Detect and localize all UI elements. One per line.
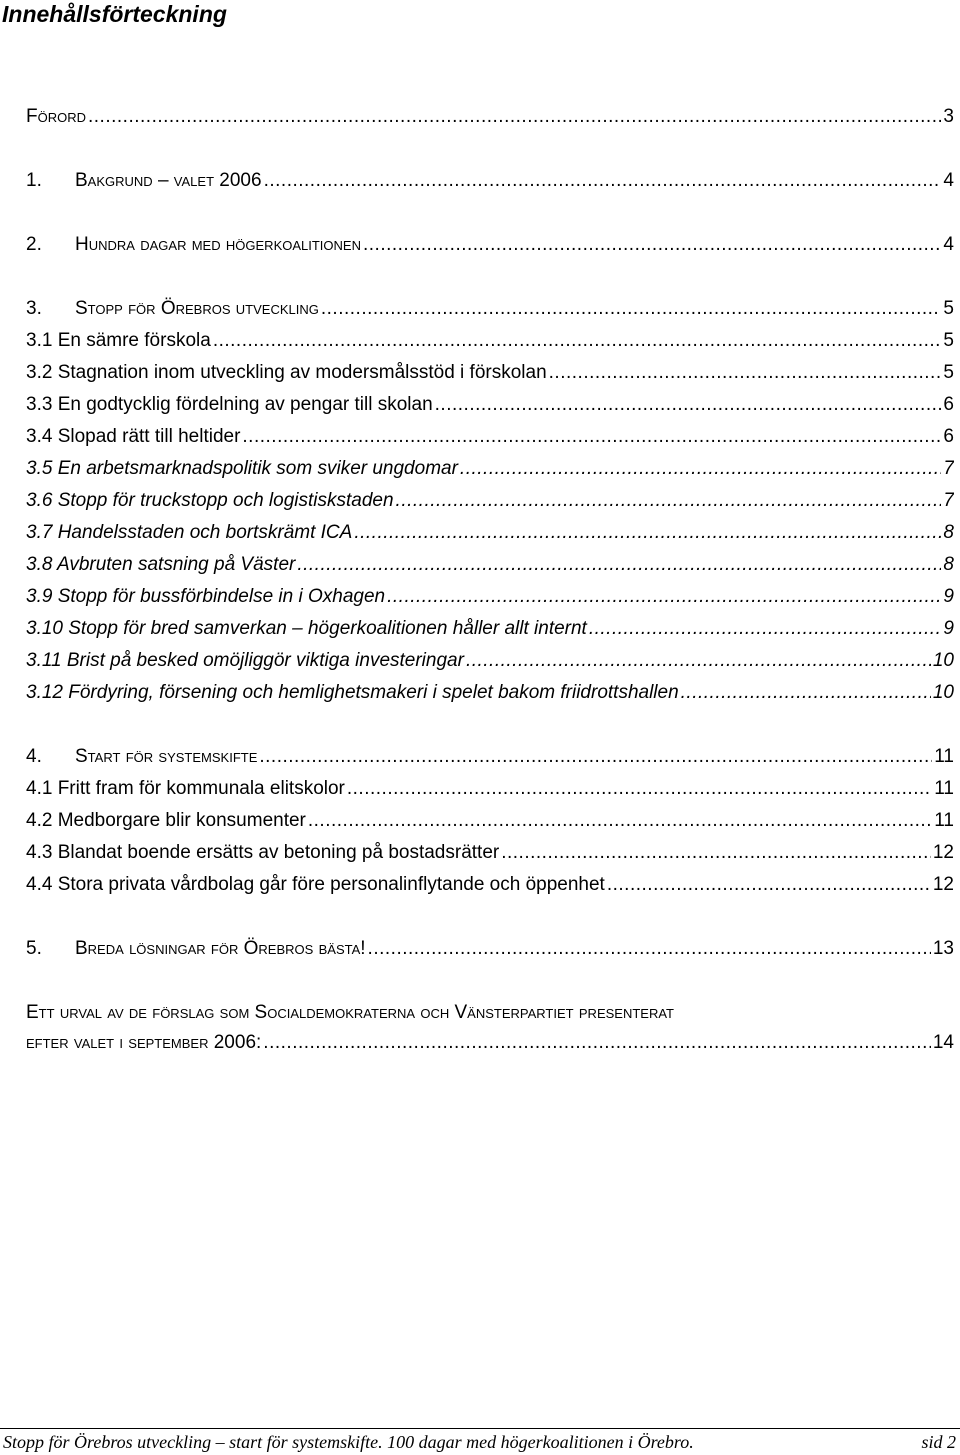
toc-page-number: 3 <box>943 106 954 127</box>
toc-page-number: 11 <box>934 778 954 799</box>
dot-leader <box>681 680 931 706</box>
toc-entry-4-4[interactable] <box>26 872 954 898</box>
toc-entry-section-2[interactable] <box>26 232 954 258</box>
toc-label: Förord <box>26 106 86 127</box>
toc-page-number: 13 <box>932 938 954 959</box>
dot-leader <box>460 456 942 482</box>
toc-page-number: 5 <box>943 298 954 319</box>
toc-page-number: 6 <box>943 394 954 415</box>
toc-label: 4.2 Medborgare blir konsumenter <box>26 810 306 831</box>
toc-number: 4. <box>26 746 42 767</box>
dot-leader <box>396 488 942 514</box>
dot-leader <box>264 168 942 194</box>
toc-entry-3-7[interactable] <box>26 520 954 546</box>
toc-label: 3.7 Handelsstaden och bortskrämt ICA <box>26 522 353 543</box>
toc-label-line2: efter valet i september 2006: <box>26 1032 262 1053</box>
dot-leader <box>589 616 942 642</box>
toc-label-line1: Ett urval av de förslag som Socialdemokraterna och Vänsterpartiet presenterat <box>26 1002 674 1023</box>
dot-leader <box>242 424 941 450</box>
toc-label: Breda lösningar för Örebros bästa! <box>75 938 366 959</box>
toc-label: 3.2 Stagnation inom utveckling av modersmålsstöd i förskolan <box>26 362 547 383</box>
toc-page-number: 7 <box>943 458 954 479</box>
toc-label: 3.5 En arbetsmarknadspolitik som sviker ungdomar <box>26 458 458 479</box>
toc-entry-section-3[interactable] <box>26 296 954 322</box>
toc-entry-3-1[interactable] <box>26 328 954 354</box>
toc-page-number: 12 <box>932 874 954 895</box>
dot-leader <box>549 360 942 386</box>
toc-entry-3-11[interactable] <box>26 648 954 674</box>
toc-entry-3-4[interactable] <box>26 424 954 450</box>
toc-entry-3-8[interactable] <box>26 552 954 578</box>
toc-page-number: 5 <box>943 362 954 383</box>
toc-label: Start för systemskifte <box>75 746 258 767</box>
dot-leader <box>435 392 942 418</box>
page-title: Innehållsförteckning <box>2 1 227 27</box>
toc-entry-4-1[interactable] <box>26 776 954 802</box>
toc-label: Bakgrund – valet 2006 <box>75 170 262 191</box>
toc-entry-3-12[interactable] <box>26 680 954 706</box>
dot-leader <box>387 584 941 610</box>
toc-page-number: 4 <box>943 170 954 191</box>
toc-page-number: 11 <box>934 746 954 767</box>
toc-label: 3.1 En sämre förskola <box>26 330 211 351</box>
toc-page-number: 11 <box>934 810 954 831</box>
toc-page-number: 6 <box>943 426 954 447</box>
toc-entry-3-10[interactable] <box>26 616 954 642</box>
toc-page-number: 8 <box>943 554 954 575</box>
dot-leader <box>501 840 931 866</box>
toc-label: 3.12 Fördyring, försening och hemlighetsmakeri i spelet bakom friidrottshallen <box>26 682 679 703</box>
toc-number: 3. <box>26 298 42 319</box>
toc-page-number: 7 <box>943 490 954 511</box>
toc-number: 2. <box>26 234 42 255</box>
dot-leader <box>607 872 931 898</box>
toc-entry-foretal[interactable] <box>26 104 954 130</box>
toc-label: 4.4 Stora privata vårdbolag går före personalinflytande och öppenhet <box>26 874 605 895</box>
toc-entry-3-2[interactable] <box>26 360 954 386</box>
toc-label-line2-row <box>26 1028 954 1058</box>
toc-label: 4.1 Fritt fram för kommunala elitskolor <box>26 778 345 799</box>
toc-page-number: 9 <box>943 586 954 607</box>
dot-leader <box>466 648 931 674</box>
toc-entry-section-1[interactable] <box>26 168 954 194</box>
toc-entry-section-4[interactable] <box>26 744 954 770</box>
toc-entry-3-5[interactable] <box>26 456 954 482</box>
toc-entry-section-5[interactable] <box>26 936 954 962</box>
dot-leader <box>321 296 942 322</box>
toc-label: 3.9 Stopp för bussförbindelse in i Oxhagen <box>26 586 386 607</box>
footer-text: Stopp för Örebros utveckling – start för systemskifte. 100 dagar med högerkoalitionen i Örebro. <box>3 1432 694 1452</box>
dot-leader <box>213 328 942 354</box>
toc-page-number: 14 <box>932 1032 954 1053</box>
dot-leader <box>259 744 932 770</box>
toc-label: Stopp för Örebros utveckling <box>75 298 319 319</box>
toc-entry-4-2[interactable] <box>26 808 954 834</box>
page-footer <box>0 1428 960 1455</box>
toc-page-number: 5 <box>943 330 954 351</box>
toc-page-number: 8 <box>943 522 954 543</box>
toc-entry-4-3[interactable] <box>26 840 954 866</box>
toc-number: 5. <box>26 938 42 959</box>
toc-label: 3.8 Avbruten satsning på Väster <box>26 554 296 575</box>
toc-page-number: 10 <box>932 682 954 703</box>
dot-leader <box>368 936 931 962</box>
dot-leader <box>263 1028 931 1058</box>
dot-leader <box>354 520 941 546</box>
toc-entry-3-6[interactable] <box>26 488 954 514</box>
toc-page-number: 10 <box>932 650 954 671</box>
toc-page-number: 12 <box>932 842 954 863</box>
toc-entry-3-9[interactable] <box>26 584 954 610</box>
dot-leader <box>347 776 932 802</box>
toc-label: 4.3 Blandat boende ersätts av betoning på bostadsrätter <box>26 842 500 863</box>
toc-page-number: 9 <box>943 618 954 639</box>
dot-leader <box>297 552 941 578</box>
dot-leader <box>308 808 932 834</box>
dot-leader <box>363 232 941 258</box>
toc-label: 3.3 En godtycklig fördelning av pengar till skolan <box>26 394 433 415</box>
toc-number: 1. <box>26 170 42 191</box>
toc-label: 3.11 Brist på besked omöjliggör viktiga investeringar <box>26 650 464 671</box>
toc-label: Hundra dagar med högerkoalitionen <box>75 234 361 255</box>
toc-label: 3.4 Slopad rätt till heltider <box>26 426 241 447</box>
toc-entry-appendix[interactable] <box>26 998 954 1058</box>
toc-label: 3.10 Stopp för bred samverkan – högerkoalitionen håller allt internt <box>26 618 587 639</box>
footer-page-number: sid 2 <box>921 1432 956 1452</box>
dot-leader <box>88 104 941 130</box>
toc-entry-3-3[interactable] <box>26 392 954 418</box>
toc-page-number: 4 <box>943 234 954 255</box>
toc-label: 3.6 Stopp för truckstopp och logistiskstaden <box>26 490 394 511</box>
